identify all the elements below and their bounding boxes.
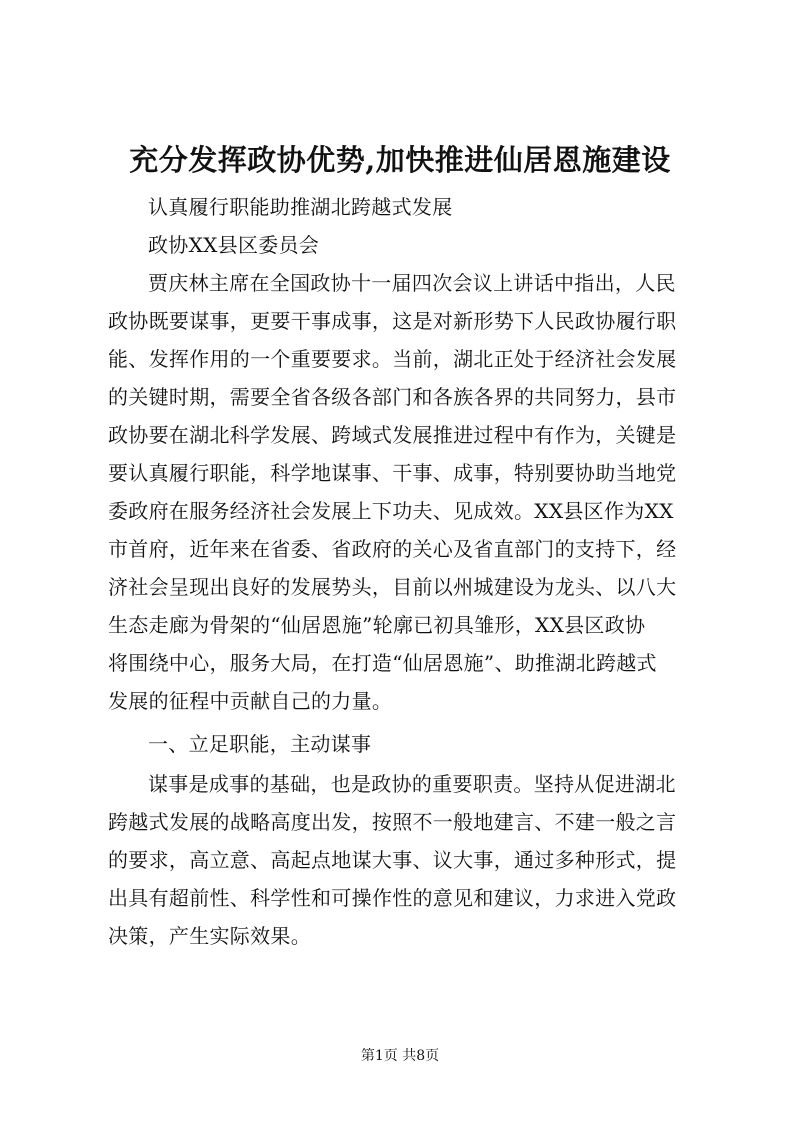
paragraph-line: 生态走廊为骨架的“仙居恩施”轮廓已初具雏形，XX县区政协 [108, 613, 646, 637]
document-title: 充分发挥政协优势,加快推进仙居恩施建设 [129, 143, 671, 177]
page-footer: 第1页 共8页 [360, 1048, 440, 1064]
paragraph-line: 发展的征程中贡献自己的力量。 [108, 689, 393, 713]
paragraph-line: 政协要在湖北科学发展、跨域式发展推进过程中有作为，关键是 [108, 423, 677, 447]
paragraph-line: 委政府在服务经济社会发展上下功夫、见成效。XX县区作为XX [108, 499, 674, 523]
paragraph-line: 将围绕中心，服务大局，在打造“仙居恩施”、助推湖北跨越式 [108, 651, 657, 675]
paragraph-line: 能、发挥作用的一个重要要求。当前，湖北正处于经济社会发展 [108, 347, 677, 371]
paragraph-line: 要认真履行职能，科学地谋事、干事、成事，特别要协助当地党 [108, 461, 677, 485]
paragraph-line: 出具有超前性、科学性和可操作性的意见和建议，力求进入党政 [108, 886, 677, 910]
paragraph-line: 谋事是成事的基础，也是政协的重要职责。坚持从促进湖北 [148, 772, 676, 796]
paragraph-line: 贾庆林主席在全国政协十一届四次会议上讲话中指出，人民 [148, 271, 676, 295]
section-heading: 一、立足职能，主动谋事 [148, 732, 372, 756]
paragraph-line: 济社会呈现出良好的发展势头，目前以州城建设为龙头、以八大 [108, 575, 677, 599]
paragraph-line: 市首府，近年来在省委、省政府的关心及省直部门的支持下，经 [108, 537, 677, 561]
paragraph-line: 跨越式发展的战略高度出发，按照不一般地建言、不建一般之言 [108, 810, 677, 834]
paragraph-line: 决策，产生实际效果。 [108, 924, 311, 948]
paragraph-line: 的要求，高立意、高起点地谋大事、议大事，通过多种形式，提 [108, 848, 677, 872]
document-subtitle: 认真履行职能助推湖北跨越式发展 [148, 195, 453, 219]
document-author: 政协XX县区委员会 [148, 233, 320, 257]
paragraph-line: 政协既要谋事，更要干事成事，这是对新形势下人民政协履行职 [108, 309, 677, 333]
paragraph-line: 的关键时期，需要全省各级各部门和各族各界的共同努力，县市 [108, 385, 677, 409]
